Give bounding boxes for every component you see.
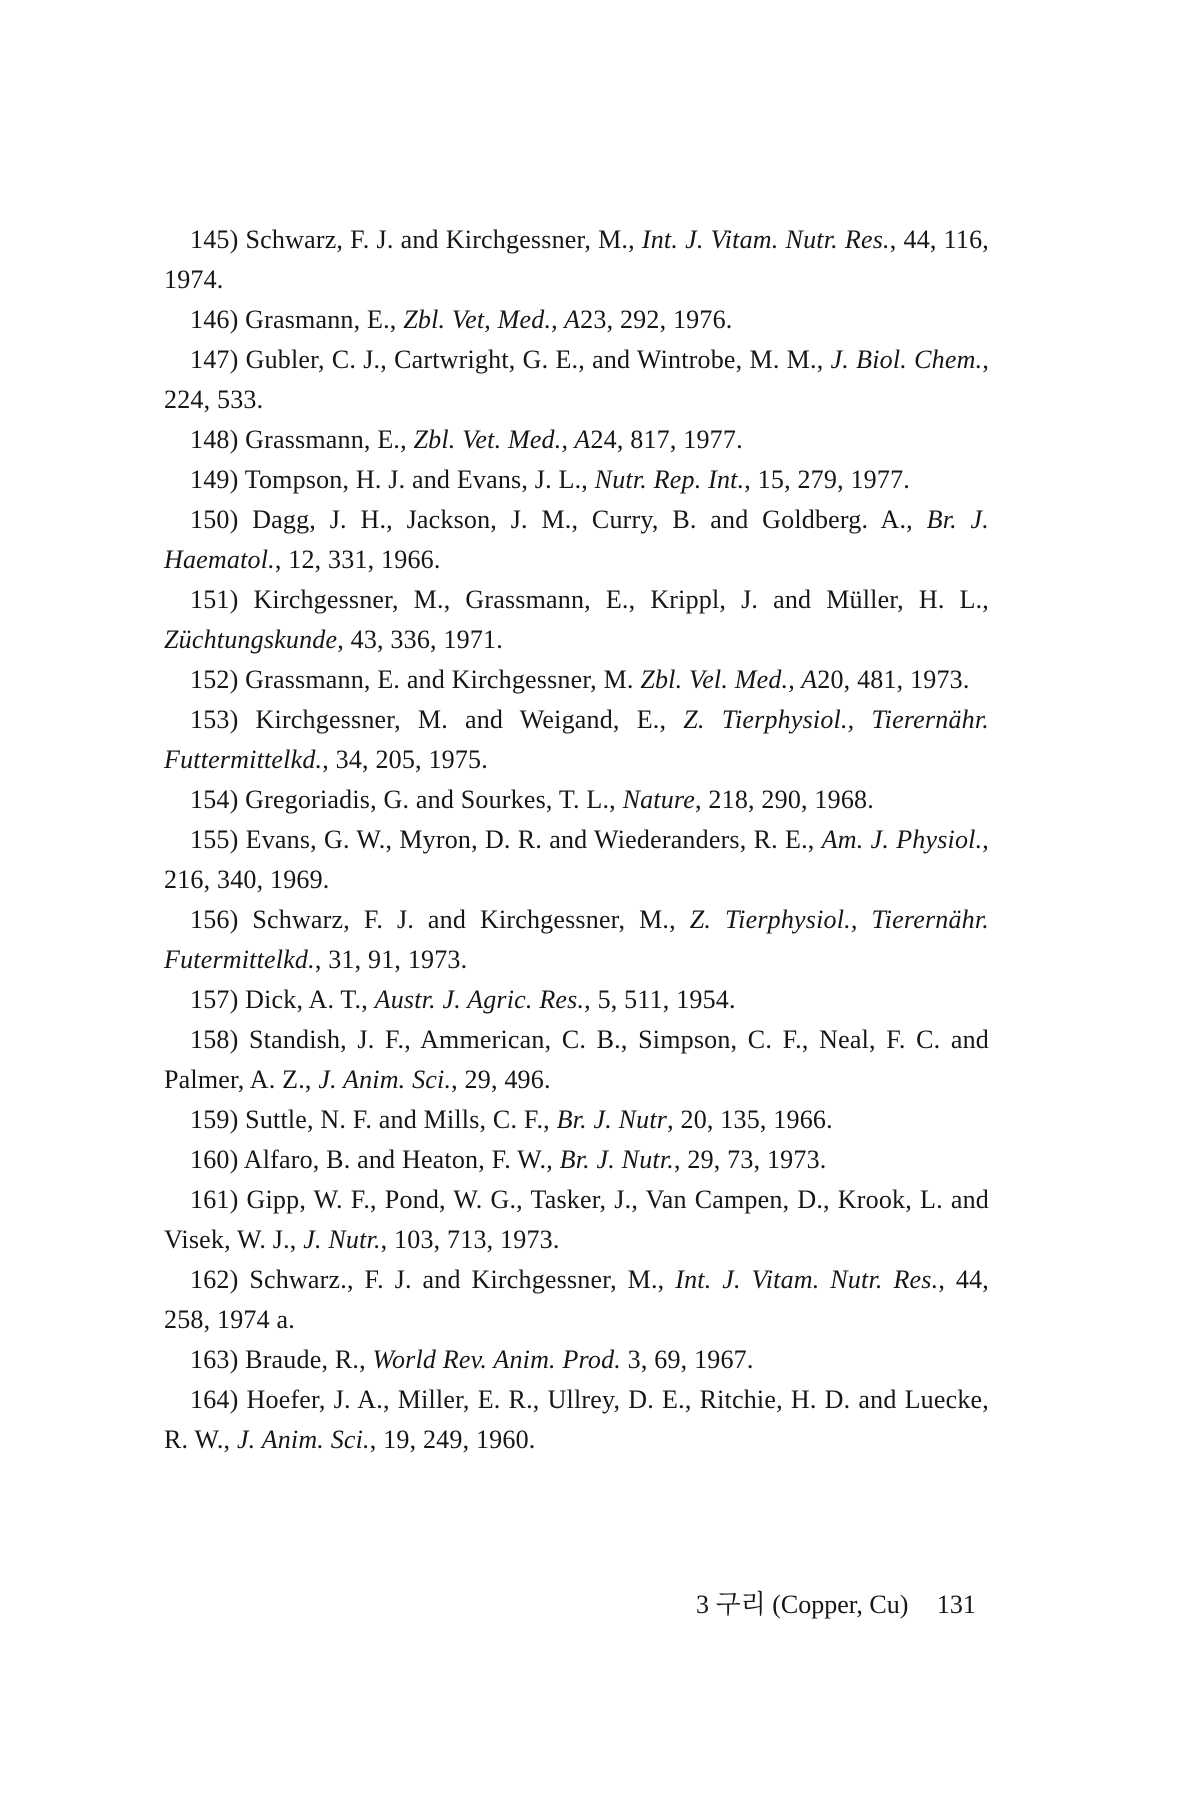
reference-authors: 161) Gipp, W. F., Pond, W. G., Tasker, J., Van Campen, D., Krook, L. and Visek, W. J., <box>164 1185 989 1254</box>
reference-details: , 12, 331, 1966. <box>274 545 441 574</box>
reference-journal: J. Nutr. <box>303 1225 381 1254</box>
reference-151 <box>164 580 989 660</box>
reference-journal: Int. J. Vitam. Nutr. Res. <box>675 1265 939 1294</box>
reference-details: , 5, 511, 1954. <box>584 985 736 1014</box>
reference-authors: 157) Dick, A. T., <box>190 985 375 1014</box>
reference-journal: Am. J. Physiol. <box>821 825 983 854</box>
reference-details: , 20, 135, 1966. <box>667 1105 833 1134</box>
reference-details: , 43, 336, 1971. <box>337 625 503 654</box>
page-number: 131 <box>936 1590 976 1619</box>
reference-details: , 216, 340, 1969. <box>164 825 989 894</box>
reference-list <box>164 220 989 1460</box>
reference-authors: 162) Schwarz., F. J. and Kirchgessner, M., <box>190 1265 676 1294</box>
reference-journal: Z. Tierphysiol., Tierernähr. Futtermittelkd. <box>164 705 989 774</box>
reference-153 <box>164 700 989 780</box>
reference-152 <box>164 660 989 700</box>
reference-journal: Züchtungskunde <box>164 625 338 654</box>
reference-authors: 145) Schwarz, F. J. and Kirchgessner, M., <box>190 225 642 254</box>
reference-156 <box>164 900 989 980</box>
reference-161 <box>164 1180 989 1260</box>
reference-details: , 103, 713, 1973. <box>380 1225 560 1254</box>
reference-157 <box>164 980 989 1020</box>
reference-details: 3, 69, 1967. <box>620 1345 754 1374</box>
reference-details: 23, 292, 1976. <box>580 305 733 334</box>
page-footer <box>696 1588 1006 1622</box>
reference-details: , 44, 116, 1974. <box>164 225 989 294</box>
reference-authors: 146) Grasmann, E., <box>190 305 404 334</box>
reference-journal: Int. J. Vitam. Nutr. Res. <box>641 225 890 254</box>
reference-details: , 19, 249, 1960. <box>369 1425 536 1454</box>
reference-journal: J. Anim. Sci. <box>236 1425 370 1454</box>
reference-journal: Zbl. Vet, Med., A <box>403 305 581 334</box>
reference-journal: Br. J. Nutr. <box>559 1145 674 1174</box>
reference-authors: 148) Grassmann, E., <box>190 425 414 454</box>
reference-149 <box>164 460 989 500</box>
reference-162 <box>164 1260 989 1340</box>
reference-journal: J. Biol. Chem. <box>830 345 983 374</box>
reference-details: , 29, 496. <box>451 1065 551 1094</box>
reference-authors: 164) Hoefer, J. A., Miller, E. R., Ullrey, D. E., Ritchie, H. D. and Luecke, R. W., <box>164 1385 989 1454</box>
reference-authors: 153) Kirchgessner, M. and Weigand, E., <box>190 705 684 734</box>
reference-163 <box>164 1340 989 1380</box>
reference-authors: 150) Dagg, J. H., Jackson, J. M., Curry, B. and Goldberg. A., <box>190 505 927 534</box>
reference-164 <box>164 1380 989 1460</box>
reference-authors: 147) Gubler, C. J., Cartwright, G. E., and Wintrobe, M. M., <box>190 345 831 374</box>
reference-authors: 158) Standish, J. F., Ammerican, C. B., Simpson, C. F., Neal, F. C. and Palmer, A. Z., <box>164 1025 989 1094</box>
reference-details: , 224, 533. <box>164 345 990 414</box>
reference-authors: 163) Braude, R., <box>190 1345 373 1374</box>
reference-159 <box>164 1100 989 1140</box>
reference-authors: 154) Gregoriadis, G. and Sourkes, T. L., <box>190 785 623 814</box>
reference-authors: 151) Kirchgessner, M., Grassmann, E., Krippl, J. and Müller, H. L., <box>190 585 989 614</box>
reference-authors: 160) Alfaro, B. and Heaton, F. W., <box>190 1145 560 1174</box>
reference-journal: Zbl. Vel. Med., A <box>640 665 818 694</box>
reference-146 <box>164 300 989 340</box>
reference-148 <box>164 420 989 460</box>
reference-journal: Austr. J. Agric. Res. <box>374 985 585 1014</box>
reference-147 <box>164 340 989 420</box>
reference-158 <box>164 1020 989 1100</box>
reference-details: 20, 481, 1973. <box>817 665 970 694</box>
reference-details: , 29, 73, 1973. <box>673 1145 827 1174</box>
reference-journal: J. Anim. Sci. <box>318 1065 452 1094</box>
reference-authors: 149) Tompson, H. J. and Evans, J. L., <box>190 465 595 494</box>
reference-details: , 218, 290, 1968. <box>695 785 874 814</box>
reference-authors: 155) Evans, G. W., Myron, D. R. and Wiederanders, R. E., <box>190 825 822 854</box>
reference-160 <box>164 1140 989 1180</box>
reference-details: , 34, 205, 1975. <box>322 745 488 774</box>
reference-authors: 156) Schwarz, F. J. and Kirchgessner, M., <box>190 905 690 934</box>
reference-journal: World Rev. Anim. Prod. <box>372 1345 621 1374</box>
chapter-title: 3 구리 (Copper, Cu) <box>696 1590 909 1619</box>
reference-journal: Nutr. Rep. Int. <box>594 465 745 494</box>
reference-journal: Z. Tierphysiol., Tierernähr. Futermittelkd. <box>164 905 989 974</box>
reference-details: , 15, 279, 1977. <box>744 465 910 494</box>
reference-155 <box>164 820 989 900</box>
reference-details: , 44, 258, 1974 a. <box>164 1265 989 1334</box>
reference-journal: Nature <box>622 785 696 814</box>
reference-journal: Zbl. Vet. Med., A <box>413 425 591 454</box>
reference-journal: Br. J. Nutr <box>556 1105 668 1134</box>
reference-154 <box>164 780 989 820</box>
reference-145 <box>164 220 989 300</box>
reference-details: , 31, 91, 1973. <box>314 945 468 974</box>
reference-150 <box>164 500 989 580</box>
reference-journal: Br. J. Haematol. <box>164 505 989 574</box>
reference-authors: 152) Grassmann, E. and Kirchgessner, M. <box>190 665 641 694</box>
reference-authors: 159) Suttle, N. F. and Mills, C. F., <box>190 1105 557 1134</box>
reference-details: 24, 817, 1977. <box>590 425 743 454</box>
